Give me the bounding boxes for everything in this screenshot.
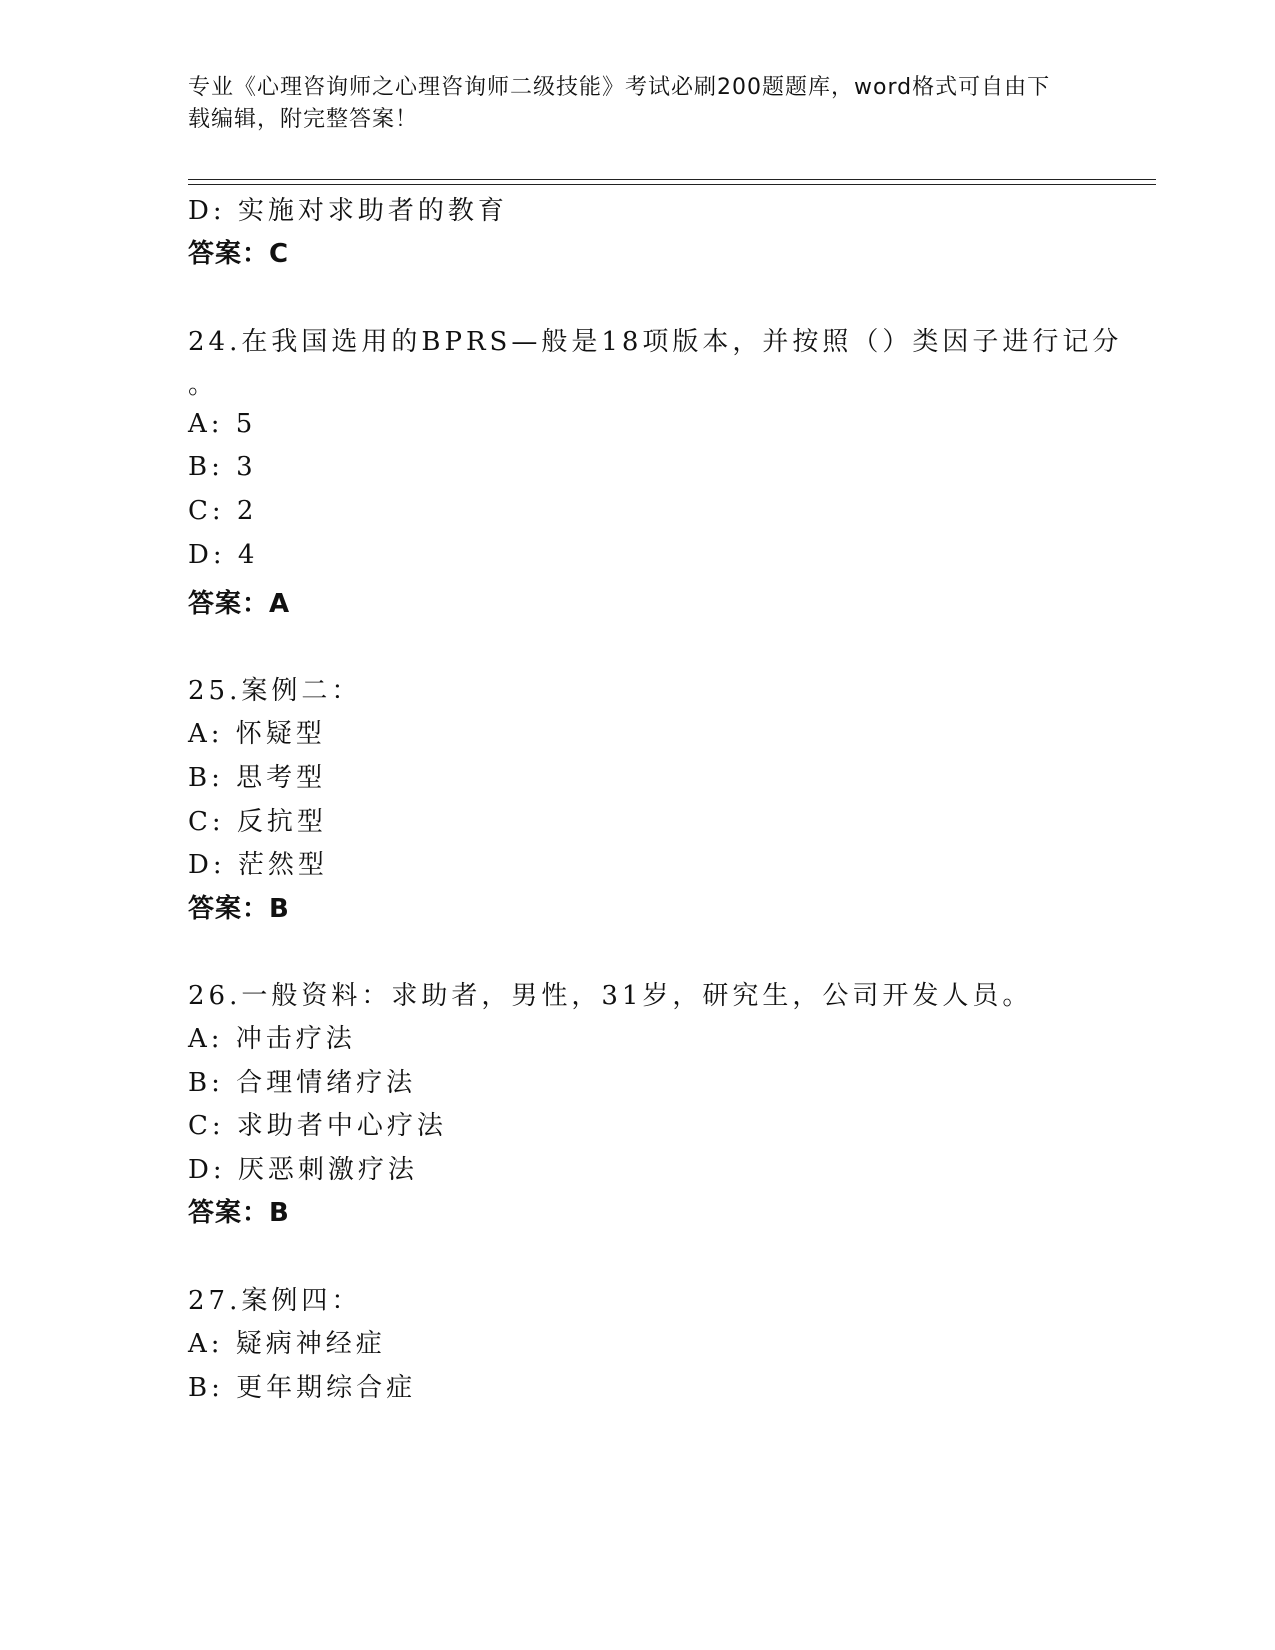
question-24-stem: 24.在我国选用的BPRS—般是18项版本，并按照（）类因子进行记分 bbox=[188, 327, 1123, 357]
question-24-option-d: D: 4 bbox=[188, 540, 259, 570]
question-24-stem-continued: 。 bbox=[188, 370, 219, 400]
document-header: 专业《心理咨询师之心理咨询师二级技能》考试必刷200题题库，word格式可自由下载编辑，附完整答案！ bbox=[188, 75, 1051, 132]
question-24-answer: 答案：A bbox=[188, 589, 291, 619]
question-26-option-d: D: 厌恶刺激疗法 bbox=[188, 1155, 418, 1185]
question-27-stem: 27.案例四： bbox=[188, 1286, 362, 1316]
question-25-option-b: B: 思考型 bbox=[188, 763, 327, 793]
question-25-stem: 25.案例二： bbox=[188, 676, 362, 706]
question-26-option-c: C: 求助者中心疗法 bbox=[188, 1111, 447, 1141]
question-26-option-a: A: 冲击疗法 bbox=[188, 1024, 356, 1054]
question-24-option-a: A: 5 bbox=[188, 409, 257, 439]
question-25-option-a: A: 怀疑型 bbox=[188, 719, 326, 749]
prev-question-answer: 答案：C bbox=[188, 239, 290, 269]
header-divider-bottom bbox=[188, 184, 1156, 185]
question-25-option-c: C: 反抗型 bbox=[188, 807, 327, 837]
prev-question-option-d: D: 实施对求助者的教育 bbox=[188, 196, 508, 226]
question-26-stem: 26.一般资料：求助者，男性，31岁，研究生，公司开发人员。 bbox=[188, 981, 1033, 1011]
question-25-option-d: D: 茫然型 bbox=[188, 850, 328, 880]
question-24-option-c: C: 2 bbox=[188, 496, 258, 526]
header-divider-top bbox=[188, 179, 1156, 180]
question-27-option-b: B: 更年期综合症 bbox=[188, 1373, 417, 1403]
question-26-answer: 答案：B bbox=[188, 1198, 290, 1228]
question-27-option-a: A: 疑病神经症 bbox=[188, 1329, 386, 1359]
question-26-option-b: B: 合理情绪疗法 bbox=[188, 1068, 417, 1098]
question-24-option-b: B: 3 bbox=[188, 452, 257, 482]
question-25-answer: 答案：B bbox=[188, 894, 290, 924]
